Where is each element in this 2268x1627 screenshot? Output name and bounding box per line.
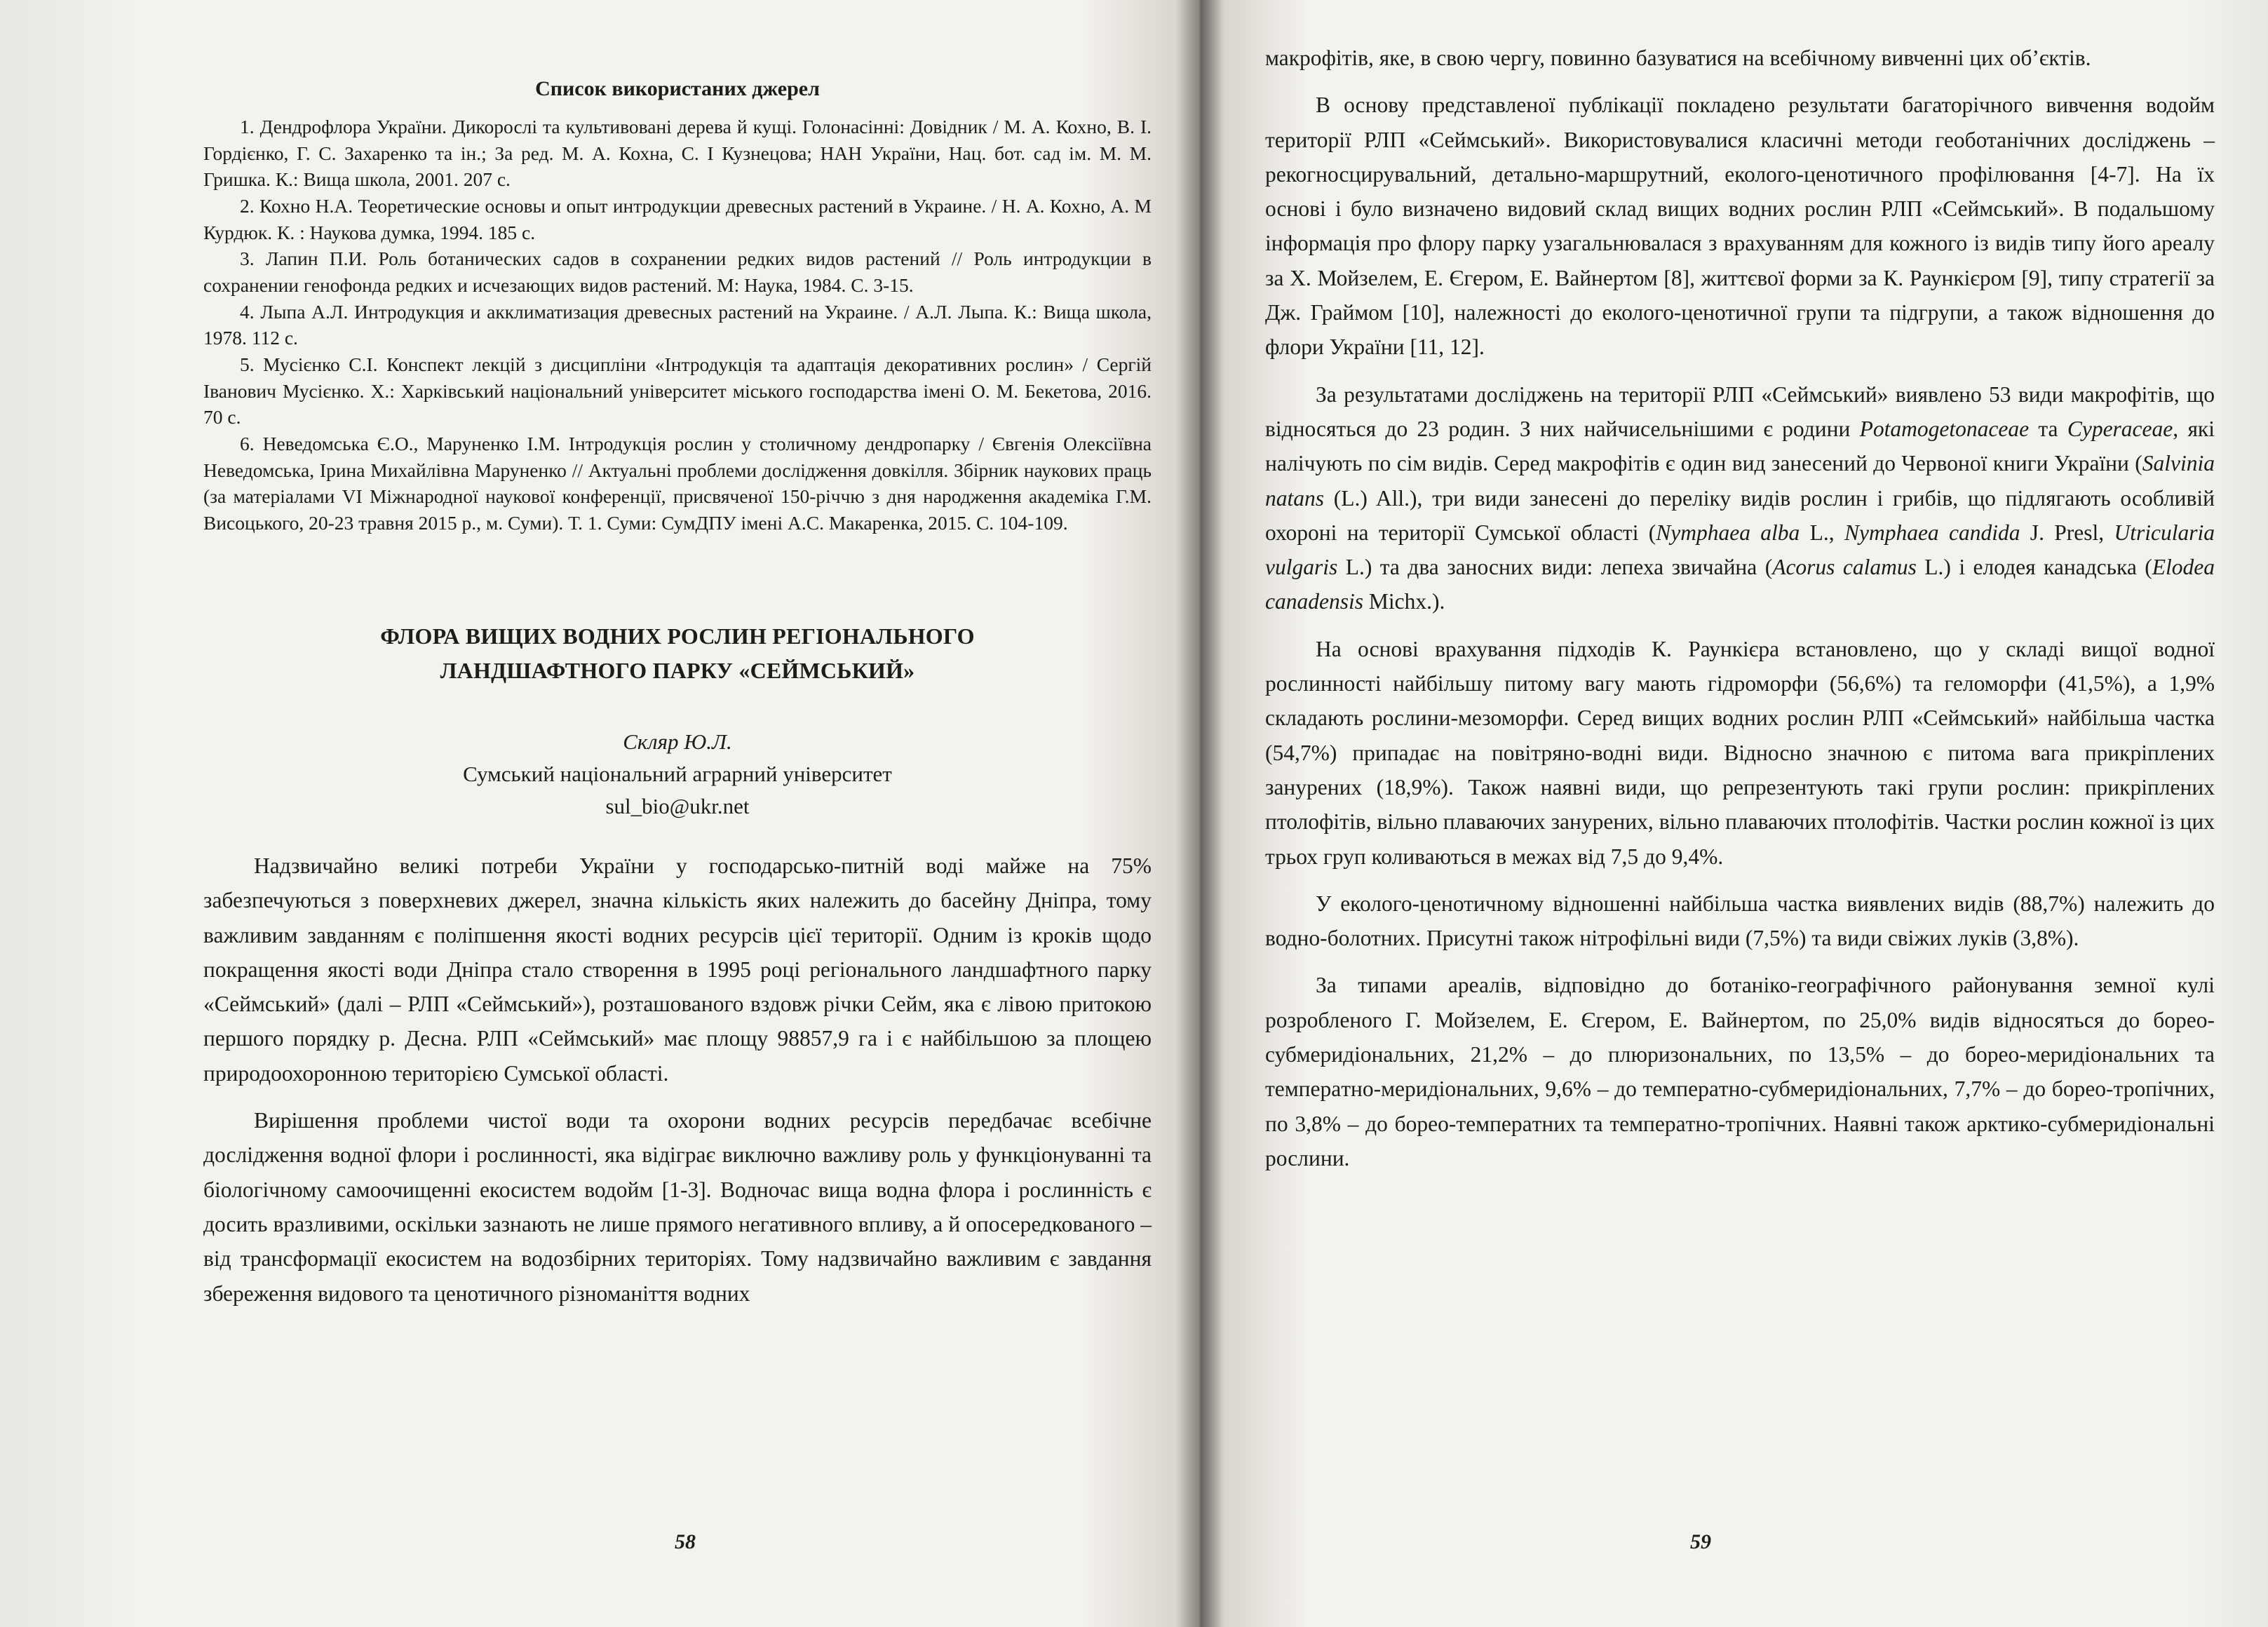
paragraph: макрофітів, яке, в свою чергу, повинно базуватися на всебічному вивченні цих об’єктів.	[1265, 46, 2091, 70]
paragraph: Вирішення проблеми чистої води та охорони водних ресурсів передбачає всебічне дослідження водної флори і рослинності, яка відіграє виключно важливу роль у функціонуванні та біологічному самоочищенні екосистем водойм [1-3]. Водночас вища водна флора і рослинність є досить вразливими, оскільки зазнають не лише прямого негативного впливу, а й опосередкованого – від трансформації екосистем на водозбірних територіях. Тому надзвичайно важливим є завдання збереження видового та ценотичного різноманіття водних	[203, 1108, 1152, 1306]
page-number: 59	[1690, 1530, 1711, 1553]
text-run: , які налічують по сім видів. Серед макрофітів є один вид занесений до Червоної книги України (	[1265, 416, 2215, 476]
taxon-name: Utricularia vulgaris	[1265, 520, 2215, 580]
text-run: J. Presl,	[2020, 520, 2114, 545]
page-number: 58	[675, 1530, 696, 1553]
book-gutter-shadow	[1175, 0, 1224, 1627]
affiliation: Сумський національний аграрний університет	[463, 761, 892, 786]
paragraph: За типами ареалів, відповідно до ботаніко-географічного районування земної кулі розробленого Г. Мойзелем, Е. Єгером, Е. Вайнертом, по 25,0% видів відносяться до борео-субмеридіональних, 21,2% – до плюризональних, по 13,5% – до борео-меридіональних та темперaтно-меридіональних, 9,6% – до темперaтно-субмеридіональних, 7,7% – до борео-тропічних, по 3,8% – до борео-темперaтних та темперaтно-тропічних. Наявні також арктико-субмеридіональні рослини.	[1265, 973, 2215, 1170]
article-body-right	[1265, 41, 2215, 1175]
article-title-line: ФЛОРА ВИЩИХ ВОДНИХ РОСЛИН РЕГІОНАЛЬНОГО	[380, 623, 975, 649]
reference-item: 2. Кохно Н.А. Теоретические основы и опыт интродукции древесных растений в Украине. / Н. А. Кохно, А. М Курдюк. К. : Наукова думка, 1994. 185 с.	[203, 195, 1152, 243]
references-title: Список використаних джерел	[535, 77, 820, 100]
taxon-name: Nymphaea candida	[1844, 520, 2020, 545]
paragraph: В основу представленої публікації покладено результати багаторічного вивчення водойм території РЛП «Сеймський». Використовувалися класичні методи геоботанічних досліджень – рекогносцирувальний, детально-маршрутний, еколого-ценотичного профілювання [4-7]. На їх основі і було визначено видовий склад вищих водних рослин РЛП «Сеймський». В подальшому інформація про флору парку узагальнювалася з врахуванням для кожного із видів типу його ареалу за Х. Мойзелем, Е. Єгером, Е. Вайнертом [8], життєвої форми за К. Раункієром [9], типу стратегії за Дж. Граймом [10], належності до еколого-ценотичної групи та підгрупи, а також відношення до флори України [11, 12].	[1265, 93, 2215, 360]
paragraph: На основі врахування підходів К. Раункієра встановлено, що у складі вищої водної рослинності найбільшу питому вагу мають гідроморфи (56,6%) та геломорфи (41,5%), а 1,9% складають рослини-мезоморфи. Серед вищих водних рослин РЛП «Сеймський» найбільша частка (54,7%) припадає на повітряно-водні види. Відносно значною є питома вага прикріплених занурених (18,9%). Також наявні види, що репрезентують такі групи рослин: прикріплених птолофітів, вільно плаваючих занурених, вільно плаваючих птолофітів. Частки рослин кожної із цих трьох груп коливаються в межах від 7,5 до 9,4%.	[1265, 636, 2215, 869]
text-run: За результатами досліджень на території РЛП «Сеймський» виявлено 53 види макрофітів, що відносяться до 23 родин. З них найчисельнішими є родини	[1265, 382, 2215, 441]
references-list	[203, 114, 1152, 536]
right-page	[1201, 0, 2268, 1627]
paragraph: У еколого-ценотичному відношенні найбільша частка виявлених видів (88,7%) належить до водно-болотних. Присутні також нітрофільні види (7,5%) та види свіжих луків (3,8%).	[1265, 891, 2215, 951]
reference-item: 4. Лыпа А.Л. Интродукция и акклиматизация древесных растений на Украине. / А.Л. Лыпа. К.: Вища школа, 1978. 112 с.	[203, 300, 1152, 349]
taxon-name: Acorus calamus	[1772, 555, 1917, 580]
article-body-left	[203, 849, 1152, 1311]
paragraph	[1265, 377, 2215, 619]
text-run: L.) та два заносних види: лепеха звичайна (	[1337, 555, 1773, 580]
taxon-name: Salvinia natans	[1265, 451, 2215, 511]
paragraph: Надзвичайно великі потреби України у господарсько-питній воді майже на 75% забезпечуються з поверхневих джерел, значна кількість яких належить до басейну Дніпра, тому важливим завданням є поліпшення якості водних ресурсів цієї території. Одним із кроків щодо покращення якості води Дніпра стало створення в 1995 році регіонального ландшафтного парку «Сеймський» (далі – РЛП «Сеймський»), розташованого вздовж річки Сейм, яка є лівою притокою першого порядку р. Десна. РЛП «Сеймський» має площу 98857,9 га і є найбільшою за площею природоохоронною територією Сумської області.	[203, 853, 1152, 1086]
reference-item: 1. Дендрофлора України. Дикорослі та культивовані дерева й кущі. Голонасінні: Довідник / М. А. Кохно, В. І. Гордієнко, Г. С. Захаренко та ін.; За ред. М. А. Кохна, С. І Кузнецова; НАН України, Нац. бот. сад ім. М. М. Гришка. К.: Вища школа, 2001. 207 с.	[203, 116, 1152, 191]
taxon-name: Elodea canadensis	[1265, 555, 2215, 614]
text-run: (L.) All.), три види занесені до переліку видів рослин і грибів, що підлягають особливій охороні на території Сумської області (	[1265, 485, 2215, 545]
text-run: Michx.).	[1363, 589, 1445, 614]
taxon-name: Potamogetonaceae	[1859, 416, 2030, 441]
text-run: L.,	[1800, 520, 1844, 545]
article-title-line: ЛАНДШАФТНОГО ПАРКУ «СЕЙМСЬКИЙ»	[440, 658, 915, 684]
text-run: L.) і елодея канадська (	[1916, 555, 2152, 580]
taxon-name: Cyperaceae	[2067, 416, 2173, 441]
taxon-name: Nymphaea alba	[1656, 520, 1800, 545]
text-run: та	[2029, 416, 2067, 441]
reference-item: 3. Лапин П.И. Роль ботанических садов в сохранении редких видов растений // Роль интродукции в сохранении генофонда редких и исчезающих видов растений. М: Наука, 1984. С. 3-15.	[203, 248, 1152, 297]
article-title	[203, 619, 1152, 689]
author-email: sul_bio@ukr.net	[605, 793, 750, 818]
reference-item: 6. Неведомська Є.О., Маруненко І.М. Інтродукція рослин у столичному дендропарку / Євгенія Олексіївна Неведомська, Ірина Михайлівна Маруненко // Актуальні проблеми дослідження довкілля. Збірник наукових праць (за матеріалами VI Міжнародної наукової конференції, присвяченої 150-річчю з дня народження академіка Г.М. Висоцького, 20-23 травня 2015 р., м. Суми). Т. 1. Суми: СумДПУ імені А.С. Макаренка, 2015. С. 104-109.	[203, 433, 1152, 534]
author: Скляр Ю.Л.	[623, 729, 732, 754]
reference-item: 5. Мусієнко С.І. Конспект лекцій з дисципліни «Інтродукція та адаптація декоративних рослин» / Сергій Іванович Мусієнко. Х.: Харківський національний університет міського господарства імені О. М. Бекетова, 2016. 70 с.	[203, 353, 1152, 428]
